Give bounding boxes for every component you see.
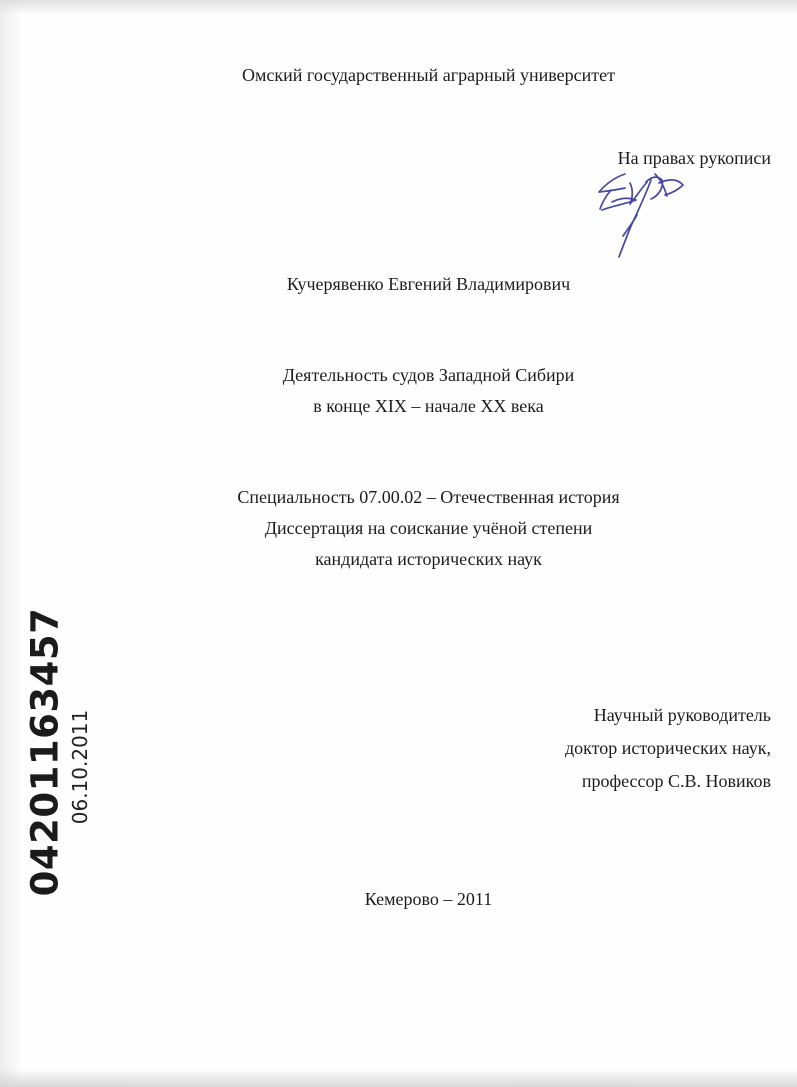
specialty-line: Специальность 07.00.02 – Отечественная история [237,487,620,507]
supervisor-degree: доктор исторических наук, [565,738,771,758]
degree-line-1: Диссертация на соискание учёной степени [264,518,593,538]
dissertation-title-line-2: в конце XIX – начале XX века [313,396,544,416]
supervisor-name: профессор С.В. Новиков [581,771,771,791]
university-name: Омский государственный аграрный университет [242,65,615,85]
registration-stamp-date: 06.10.2011 [68,709,92,825]
registration-stamp-number: 04201163457 [23,607,67,897]
place-and-year: Кемерово – 2011 [364,889,493,909]
author-name: Кучерявенко Евгений Владимирович [286,274,571,294]
handwritten-signature [594,166,692,264]
degree-line-2: кандидата исторических наук [315,549,542,569]
dissertation-title-line-1: Деятельность судов Западной Сибири [282,365,575,385]
scan-edge-left [0,0,22,1087]
scan-edge-bottom [0,1069,797,1087]
scan-edge-top [0,0,797,14]
manuscript-rights-note: На правах рукописи [617,148,771,168]
supervisor-label: Научный руководитель [593,705,771,725]
